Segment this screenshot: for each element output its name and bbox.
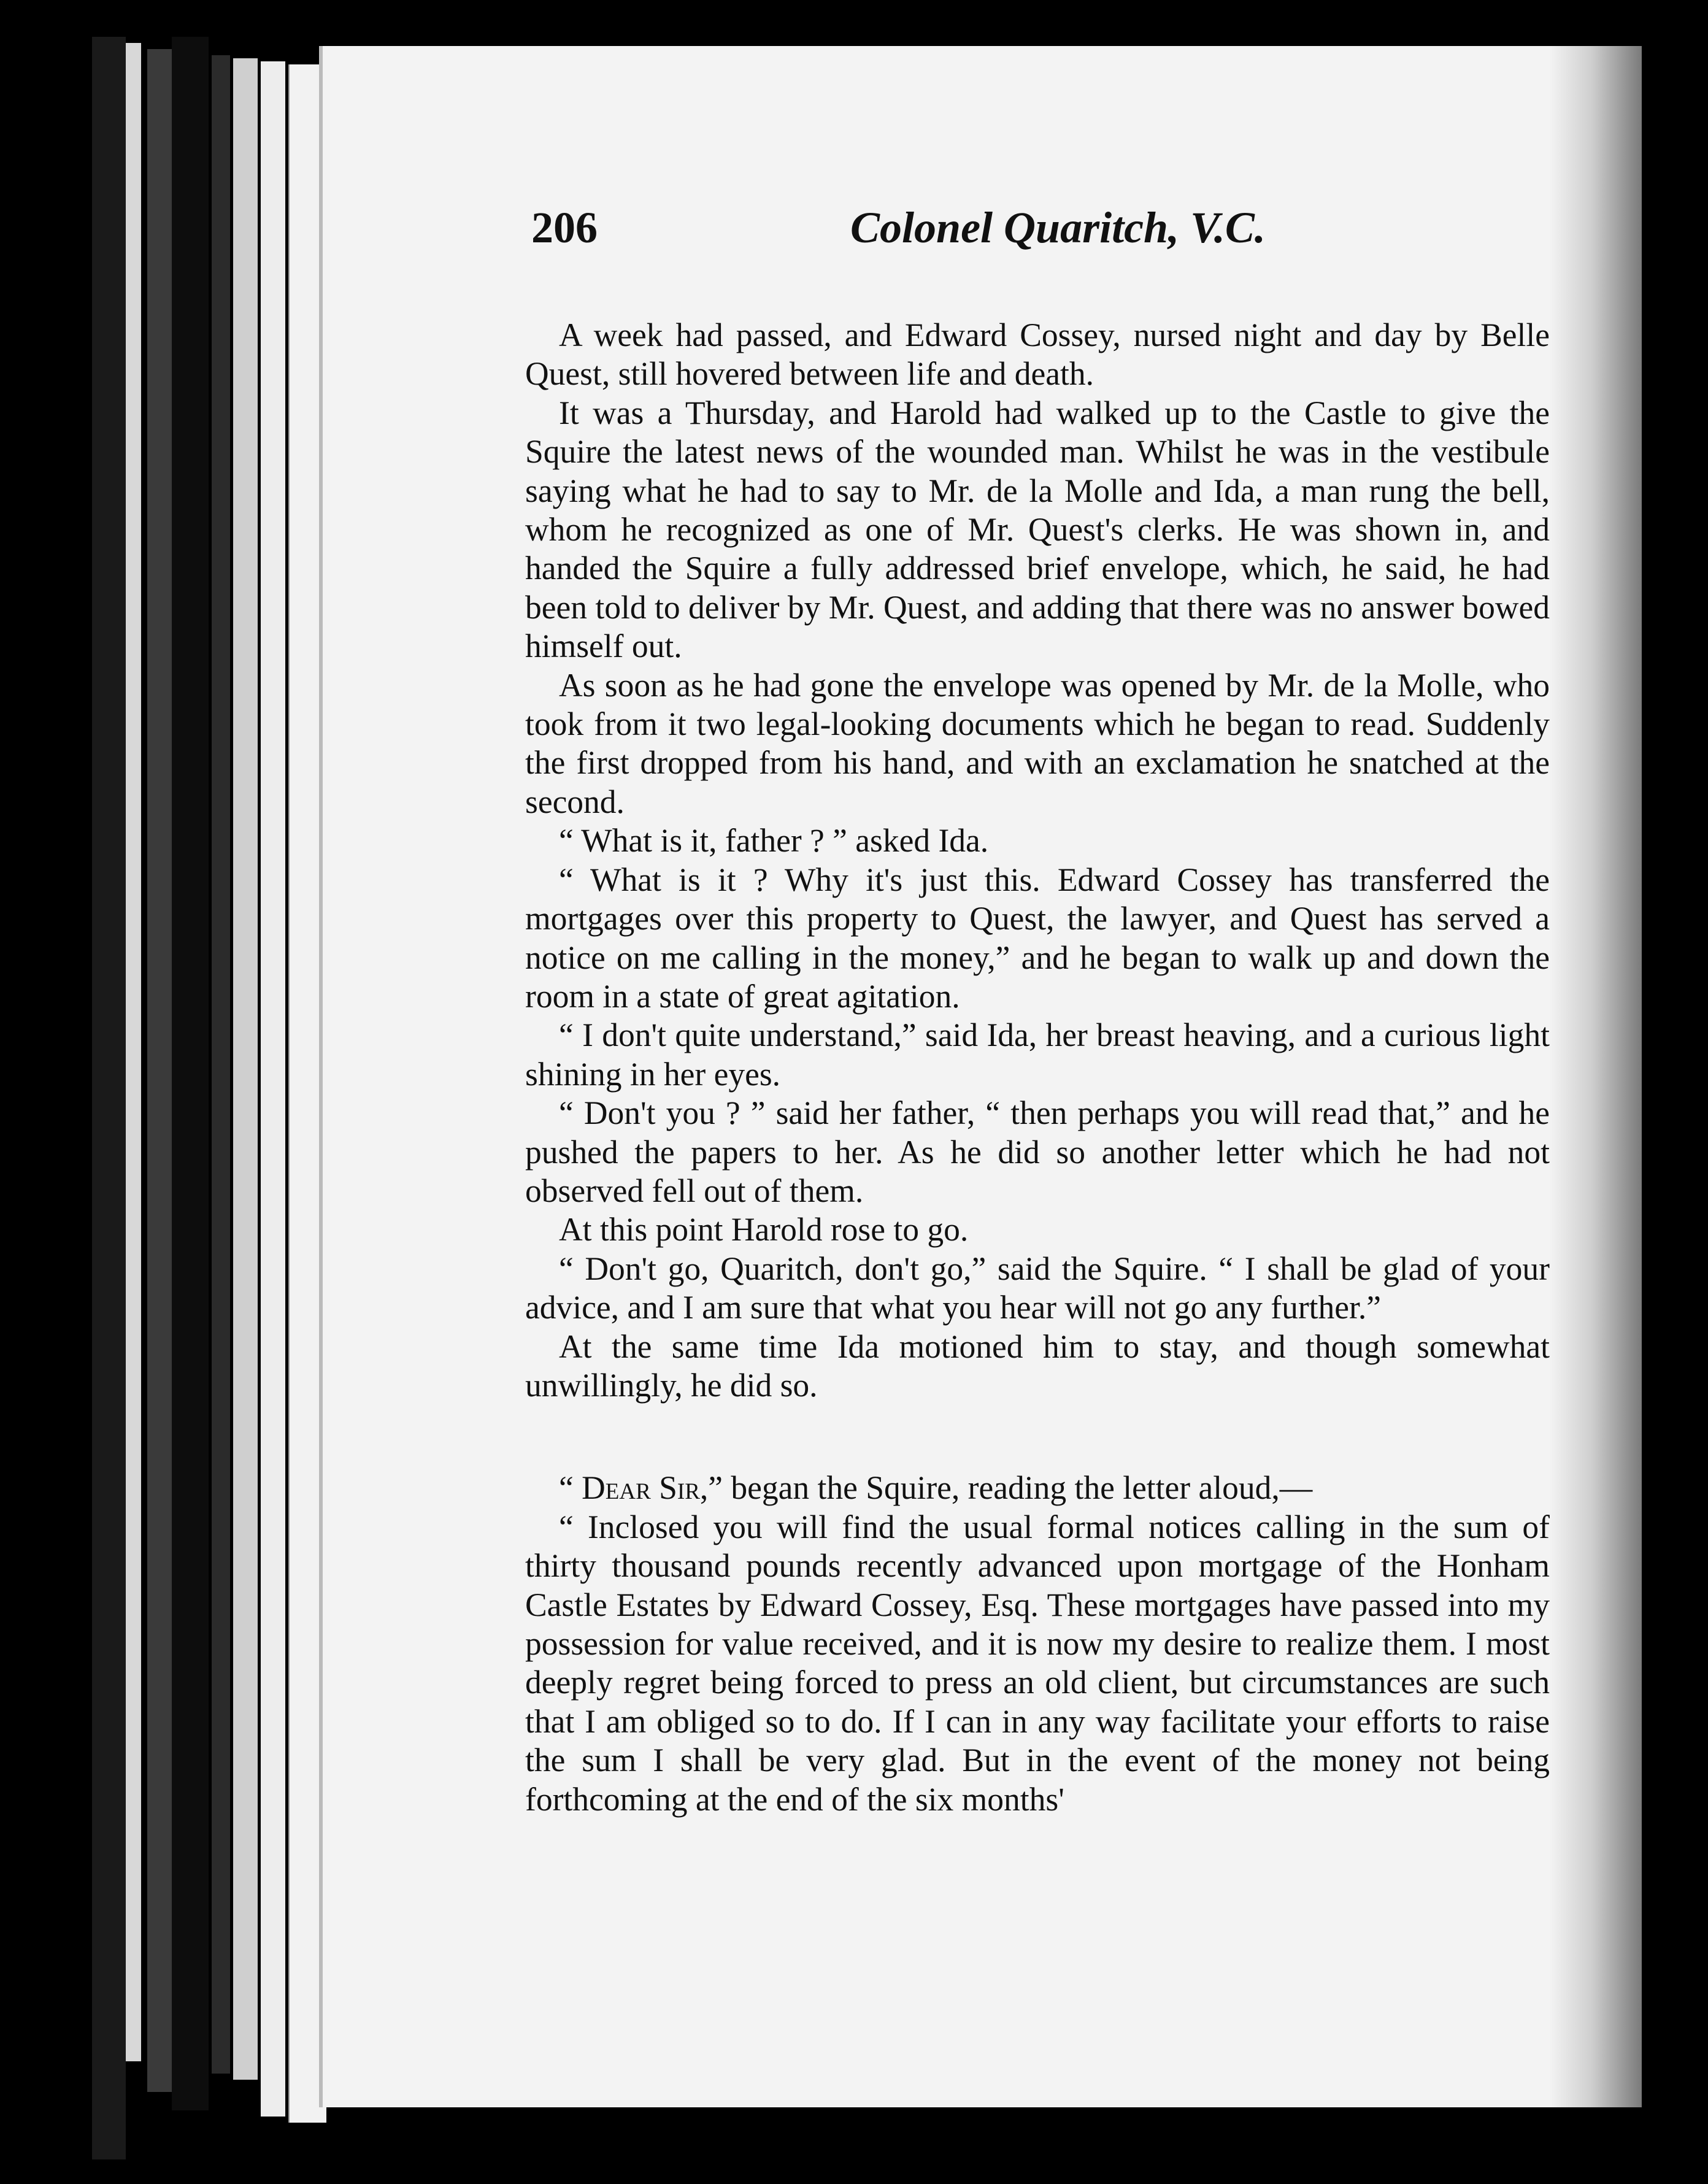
page-number: 206	[531, 203, 598, 252]
letter-body: “ Inclosed you will find the usual formal notices calling in the sum of thirty thousand pounds recently advanced upon mortgage of the Honham Castle Estates by Edward Cossey, Esq. These mortgages have passed into my possession for value received, and it is now my desire to realize them. I most deeply regret being forced to press an old client, but circumstances are such that I am obliged so to do. If I can in any way facilitate your efforts to raise the sum I shall be very glad. But in the event of the money not being forthcoming at the end of the six months'	[525, 1508, 1550, 1818]
page-header	[531, 196, 1574, 270]
letter-salutation	[525, 1469, 1550, 1507]
paragraph: “ Don't you ? ” said her father, “ then perhaps you will read that,” and he pushed the papers to her. As he did so another letter which he had not observed fell out of them.	[525, 1094, 1550, 1209]
book-block-edge	[147, 49, 172, 2092]
book-page	[319, 46, 1642, 2107]
paragraph: “ What is it, father ? ” asked Ida.	[559, 822, 989, 859]
paragraph: “ I don't quite understand,” said Ida, her breast heaving, and a curious light shining in her eyes.	[525, 1017, 1550, 1093]
gutter-shadow	[1550, 46, 1642, 2107]
book-block-edge	[233, 58, 258, 2080]
paragraph: At this point Harold rose to go.	[559, 1211, 969, 1248]
running-head: Colonel Quaritch, V.C.	[850, 203, 1266, 252]
book-block-edge	[212, 55, 230, 2074]
paragraph: It was a Thursday, and Harold had walked up to the Castle to give the Squire the latest news of the wounded man. Whilst he was in the vestibule saying what he had to say to Mr. de la Molle and Ida, a man rung the bell, whom he recognized as one of Mr. Quest's clerks. He was shown in, and handed the Squire a fully addressed brief envelope, which, he said, he had been told to deliver by Mr. Quest, and adding that there was no answer bowed himself out.	[525, 394, 1550, 665]
salutation: Dear Sir,	[582, 1469, 709, 1507]
paragraph: “ Don't go, Quaritch, don't go,” said the Squire. “ I shall be glad of your advice, and I am sure that what you hear will not go any further.”	[525, 1250, 1550, 1326]
paragraph: As soon as he had gone the envelope was opened by Mr. de la Molle, who took from it two legal-looking documents which he began to read. Suddenly the first dropped from his hand, and with an exclamation he snatched at the second.	[525, 666, 1550, 820]
book-block-edge	[261, 61, 285, 2117]
body-text	[525, 316, 1550, 1819]
paragraph: A week had passed, and Edward Cossey, nursed night and day by Belle Quest, still hovered between life and death.	[525, 317, 1550, 393]
quote-mark: “	[559, 1469, 582, 1507]
salutation-rest: ” began the Squire, reading the letter aloud,—	[708, 1469, 1313, 1507]
book-block-edge	[126, 43, 141, 2061]
book-block-edge	[92, 37, 126, 2159]
paragraph: At the same time Ida motioned him to stay, and though somewhat unwillingly, he did so.	[525, 1328, 1550, 1404]
paragraph: “ What is it ? Why it's just this. Edward Cossey has transferred the mortgages over this property to Quest, the lawyer, and Quest has served a notice on me calling in the money,” and he began to walk up and down the room in a state of great agitation.	[525, 861, 1550, 1015]
book-block-edge	[172, 37, 209, 2110]
